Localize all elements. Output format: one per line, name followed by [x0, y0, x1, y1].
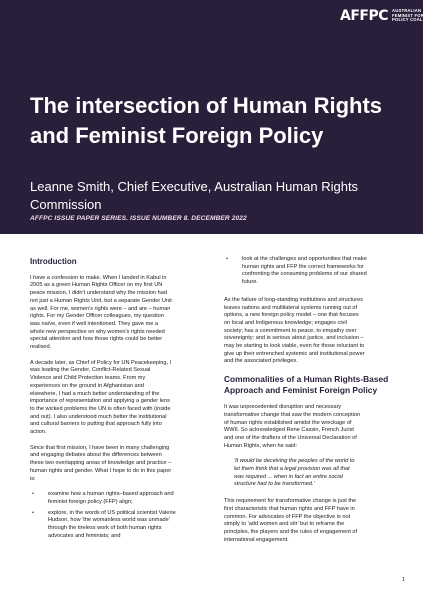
series-info: AFFPC ISSUE PAPER SERIES. ISSUE NUMBER 8. DECEMBER 2022	[30, 215, 247, 222]
text-line: was required ... when in fact an entire social	[234, 473, 343, 480]
list-item	[30, 491, 206, 506]
text-line: 'It would be deceiving the peoples of the world to	[234, 458, 355, 465]
text-line: human rights and gender. What I hope to do in this paper	[30, 467, 172, 474]
line-group	[30, 360, 206, 437]
text-line: transformative change that saw the modern conception	[224, 411, 361, 418]
text-line: to the wicked problems the UN is often faced with (inside	[30, 405, 171, 412]
text-line: Since that first mission, I have been in many challenging	[30, 444, 170, 451]
author-byline	[30, 178, 400, 214]
text-line: options, a new foreign policy model – one that focuses	[224, 312, 359, 319]
logo-text	[392, 9, 435, 23]
text-line: is:	[30, 475, 36, 482]
section-heading-introduction: Introduction	[30, 257, 77, 266]
text-line: feminist foreign policy (FFP) align;	[48, 498, 133, 505]
line-group	[234, 458, 400, 489]
line-group	[224, 297, 400, 366]
title-line: and Feminist Foreign Policy	[30, 123, 324, 148]
bullet-icon: •	[226, 256, 228, 262]
text-line: As the failure of long-standing institutions and structures	[224, 296, 363, 303]
left-column	[30, 258, 206, 549]
text-line: and one of the drafters of the Universal Declaration of	[224, 434, 357, 441]
text-line: future.	[242, 279, 258, 286]
text-line: and engaging debates about the differences between	[30, 452, 162, 459]
text-line: on local and Indigenous knowledge; engages civil	[224, 319, 347, 326]
line-group	[224, 498, 400, 544]
block-quote	[224, 458, 400, 489]
paragraph	[30, 445, 206, 484]
text-line: let them think that a legal provision was all that	[234, 466, 350, 473]
paragraph	[224, 498, 400, 544]
section-heading-commonalities	[224, 374, 400, 396]
text-line: WWII. So acknowledged Rene Cassin, French Jurist	[224, 427, 354, 434]
text-line: realised.	[30, 344, 52, 351]
page-title	[30, 91, 400, 151]
text-line: and cultural barriers to putting that approach fully into	[30, 421, 162, 428]
affpc-logo	[340, 9, 435, 23]
line-group	[224, 404, 400, 450]
right-column	[224, 256, 400, 552]
text-line: give up their entrenched systemic and institutional power	[224, 350, 365, 357]
logo-line: FEMINIST FOREIGN	[392, 12, 435, 18]
text-line: international engagement.	[224, 536, 289, 543]
text-line: first characteristic that human rights and FFP have in	[224, 505, 355, 512]
text-line: Human Rights, when he said:	[224, 442, 298, 449]
line-group	[48, 491, 206, 506]
heading-line: Approach and Feminist Foreign Policy	[224, 385, 378, 396]
text-line: 2005 as a green Human Rights Officer on my first UN	[30, 282, 163, 289]
text-line: and out). I also understood much better the institutional	[30, 413, 167, 420]
paragraph	[224, 297, 400, 366]
bullet-list	[224, 256, 400, 287]
bullet-list	[30, 491, 206, 540]
line-group	[30, 445, 206, 484]
text-line: may be starting to look viable, even for those reluctant to	[224, 343, 365, 350]
list-item	[30, 510, 206, 541]
text-line: structure had to be transformed.'	[234, 481, 315, 488]
line-group	[48, 510, 206, 541]
line-group	[242, 256, 400, 287]
bullet-icon: •	[32, 509, 34, 516]
text-line: as well. For me, women's rights were – and are – human	[30, 305, 171, 312]
text-line: rights. For my Gender Officer colleagues, my question	[30, 313, 164, 320]
text-line: Violence and Child Protection teams. From my	[30, 375, 146, 382]
line-group	[30, 275, 206, 352]
text-line: Hudson, how 'the womanless world was unmade'	[48, 517, 170, 524]
text-line: importance of representation and applying a gender lens	[30, 398, 170, 405]
author-line: Leanne Smith, Chief Executive, Australian Human Rights	[30, 179, 359, 194]
text-line: was leading the Gender, Conflict-Related Sexual	[30, 367, 151, 374]
text-line: these two overlapping areas of knowledge and practice –	[30, 460, 172, 467]
text-line: advocates and feminists; and	[48, 532, 121, 539]
text-line: simply to 'add women and stir' but to reframe the	[224, 521, 345, 528]
text-line: through the tireless work of both human rights	[48, 525, 162, 532]
text-line: not just a Human Rights Unit, but a separate Gender Unit	[30, 297, 172, 304]
text-line: whole new perspective on why women's rights needed	[30, 328, 165, 335]
text-line: society; has a commitment to peace, to empathy over	[224, 327, 357, 334]
text-line: elsewhere, I had a much better understanding of the	[30, 390, 160, 397]
text-line: This requirement for transformative change is just the	[224, 498, 357, 505]
paragraph	[30, 275, 206, 352]
paragraph	[224, 404, 400, 450]
text-line: confronting the consuming problems of our shared	[242, 271, 367, 278]
text-line: common. For advocates of FFP the objective is not	[224, 513, 351, 520]
text-line: was naïve, even if well intentioned. They gave me a	[30, 320, 159, 327]
text-line: principles, the players and the rules of engagement of	[224, 528, 358, 535]
text-line: A decade later, as Chief of Policy for UN Peacekeeping, I	[30, 359, 172, 366]
logo-line: AUSTRALIAN	[392, 8, 422, 13]
heading-line: Commonalities of a Human Rights-Based	[224, 374, 389, 385]
text-line: sovereignty; and is serious about justice, and inclusion –	[224, 335, 364, 342]
bullet-icon: •	[32, 491, 34, 498]
text-line: action.	[30, 429, 47, 436]
text-line: special attention and how those rights could be better	[30, 336, 163, 343]
text-line: look at the challenges and opportunities that make	[242, 256, 367, 262]
text-line: peace mission, I didn't understand why the mission had	[30, 290, 167, 297]
text-line: of human rights established amidst the wreckage of	[224, 419, 352, 426]
text-line: and the associated privileges.	[224, 358, 298, 365]
text-line: It was unprecedented disruption and necessary	[224, 404, 342, 411]
text-line: I have a confession to make. When I landed in Kabul in	[30, 274, 167, 281]
text-line: explore, in the words of US political scientist Valerie	[48, 509, 176, 516]
logo-line: POLICY COALITION	[392, 17, 435, 23]
page-number: 1	[402, 577, 406, 583]
text-line: leaves nations and multilateral systems running out of	[224, 304, 358, 311]
text-line: human rights and FFP the correct frameworks for	[242, 263, 364, 270]
text-line: experiences on the ground in Afghanistan and	[30, 382, 144, 389]
text-line: examine how a human rights–based approach and	[48, 491, 174, 498]
author-line: Commission	[30, 197, 102, 212]
logo-mark: AFFPC	[340, 8, 388, 24]
title-line: The intersection of Human Rights	[30, 93, 383, 118]
paragraph	[30, 360, 206, 437]
header-band	[0, 0, 435, 234]
list-item	[224, 256, 400, 287]
